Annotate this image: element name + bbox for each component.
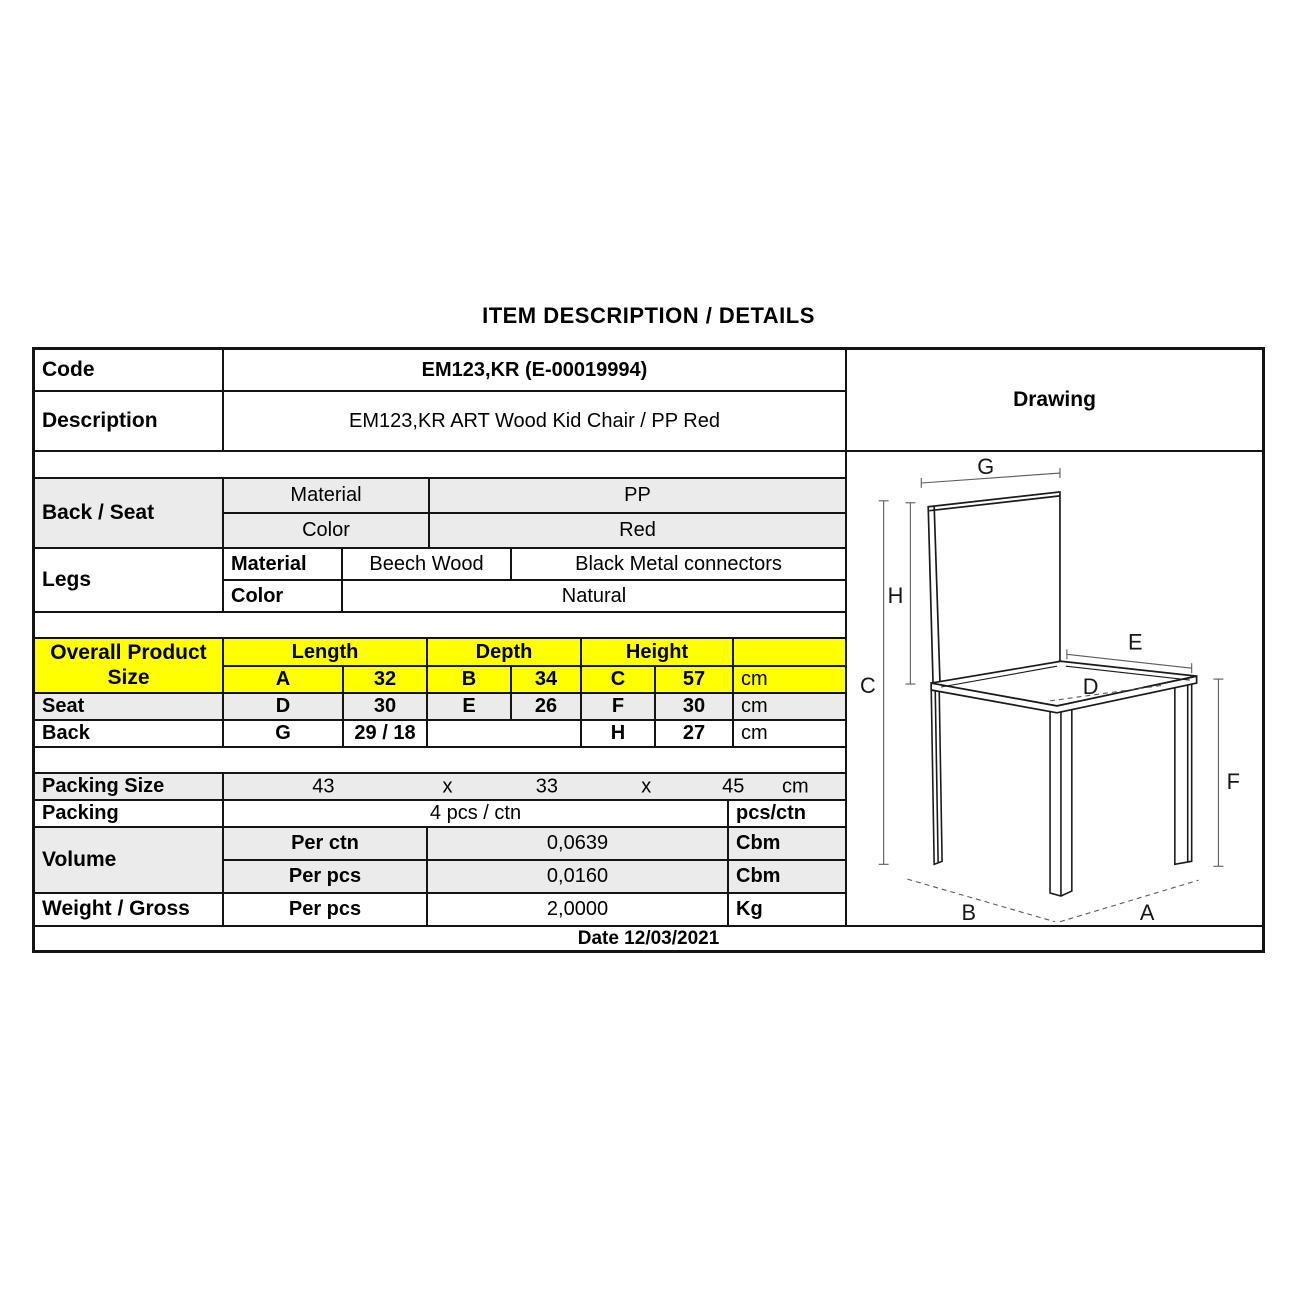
back-seat-material-value: PP [428, 477, 847, 514]
legs-material-label: Material [222, 547, 343, 581]
dim-e-value: 26 [510, 692, 582, 721]
dim-g-value: 29 / 18 [342, 719, 428, 748]
drawing-area [845, 450, 1264, 927]
dim-c-value: 57 [654, 665, 734, 694]
length-header: Length [222, 637, 428, 667]
chair-drawing [847, 450, 1262, 927]
dim-label-c: C [859, 672, 876, 698]
dim-label-g: G [977, 454, 995, 480]
dim-c-label: C [580, 665, 656, 694]
packing-size-v3: 45 [722, 775, 745, 797]
code-label: Code [33, 348, 224, 392]
date-row: Date 12/03/2021 [33, 925, 1264, 952]
dim-b-label: B [426, 665, 512, 694]
dim-label-h: H [887, 582, 904, 608]
back-seat-material-label: Material [222, 477, 430, 514]
spacer-row [33, 450, 847, 479]
weight-value: 2,0000 [426, 892, 729, 927]
spec-table [33, 348, 1264, 952]
seat-unit: cm [732, 692, 847, 721]
packing-size-label: Packing Size [33, 772, 224, 801]
packing-size-v2: 33 [535, 775, 559, 797]
volume-per-pcs-value: 0,0160 [426, 859, 729, 894]
back-seat-color-label: Color [222, 512, 430, 549]
dim-label-d: D [1082, 673, 1099, 699]
spacer-row [33, 611, 847, 639]
volume-per-pcs-unit: Cbm [727, 859, 847, 894]
packing-size-unit: cm [781, 775, 809, 797]
overall-size-label [33, 637, 224, 694]
dim-d-label: D [222, 692, 344, 721]
volume-per-ctn-label: Per ctn [222, 826, 428, 861]
dim-d-value: 30 [342, 692, 428, 721]
weight-unit: Kg [727, 892, 847, 927]
packing-value: 4 pcs / ctn [222, 799, 729, 828]
dim-f-label: F [580, 692, 656, 721]
dim-h-label: H [580, 719, 656, 748]
legs-material-value: Beech Wood [341, 547, 512, 581]
dim-a-label: A [222, 665, 344, 694]
back-depth-empty [426, 719, 582, 748]
legs-material-extra: Black Metal connectors [510, 547, 847, 581]
height-header: Height [580, 637, 734, 667]
unit-header-empty [732, 637, 847, 667]
overall-unit: cm [732, 665, 847, 694]
dim-b-value: 34 [510, 665, 582, 694]
packing-size-x1: x [442, 775, 453, 797]
dim-label-b: B [961, 899, 977, 925]
spacer-row [33, 746, 847, 774]
dim-f-value: 30 [654, 692, 734, 721]
code-value: EM123,KR (E-00019994) [222, 348, 847, 392]
legs-label: Legs [33, 547, 224, 613]
packing-label: Packing [33, 799, 224, 828]
weight-per-label: Per pcs [222, 892, 428, 927]
dim-h-value: 27 [654, 719, 734, 748]
overall-size-label-line2: Size [107, 665, 150, 689]
description-value: EM123,KR ART Wood Kid Chair / PP Red [222, 390, 847, 452]
packing-size-v1: 43 [312, 775, 335, 797]
overall-size-label-line1: Overall Product [50, 641, 207, 665]
weight-label: Weight / Gross [33, 892, 224, 927]
chair-backrest [928, 492, 1060, 688]
packing-size-value [222, 772, 847, 801]
volume-per-ctn-unit: Cbm [727, 826, 847, 861]
legs-color-value: Natural [341, 579, 847, 613]
volume-per-ctn-value: 0,0639 [426, 826, 729, 861]
back-row-label: Back [33, 719, 224, 748]
back-seat-color-value: Red [428, 512, 847, 549]
dim-label-e: E [1127, 629, 1143, 655]
seat-row-label: Seat [33, 692, 224, 721]
volume-label: Volume [33, 826, 224, 894]
dim-label-a: A [1139, 899, 1155, 925]
dim-a-value: 32 [342, 665, 428, 694]
depth-header: Depth [426, 637, 582, 667]
page-title: ITEM DESCRIPTION / DETAILS [482, 303, 815, 328]
dim-g-label: G [222, 719, 344, 748]
dim-e-label: E [426, 692, 512, 721]
description-label: Description [33, 390, 224, 452]
dim-label-f: F [1226, 769, 1240, 795]
volume-per-pcs-label: Per pcs [222, 859, 428, 894]
back-seat-label: Back / Seat [33, 477, 224, 549]
legs-color-label: Color [222, 579, 343, 613]
back-unit: cm [732, 719, 847, 748]
packing-size-x2: x [641, 775, 652, 797]
drawing-header: Drawing [845, 348, 1264, 452]
packing-unit: pcs/ctn [727, 799, 847, 828]
